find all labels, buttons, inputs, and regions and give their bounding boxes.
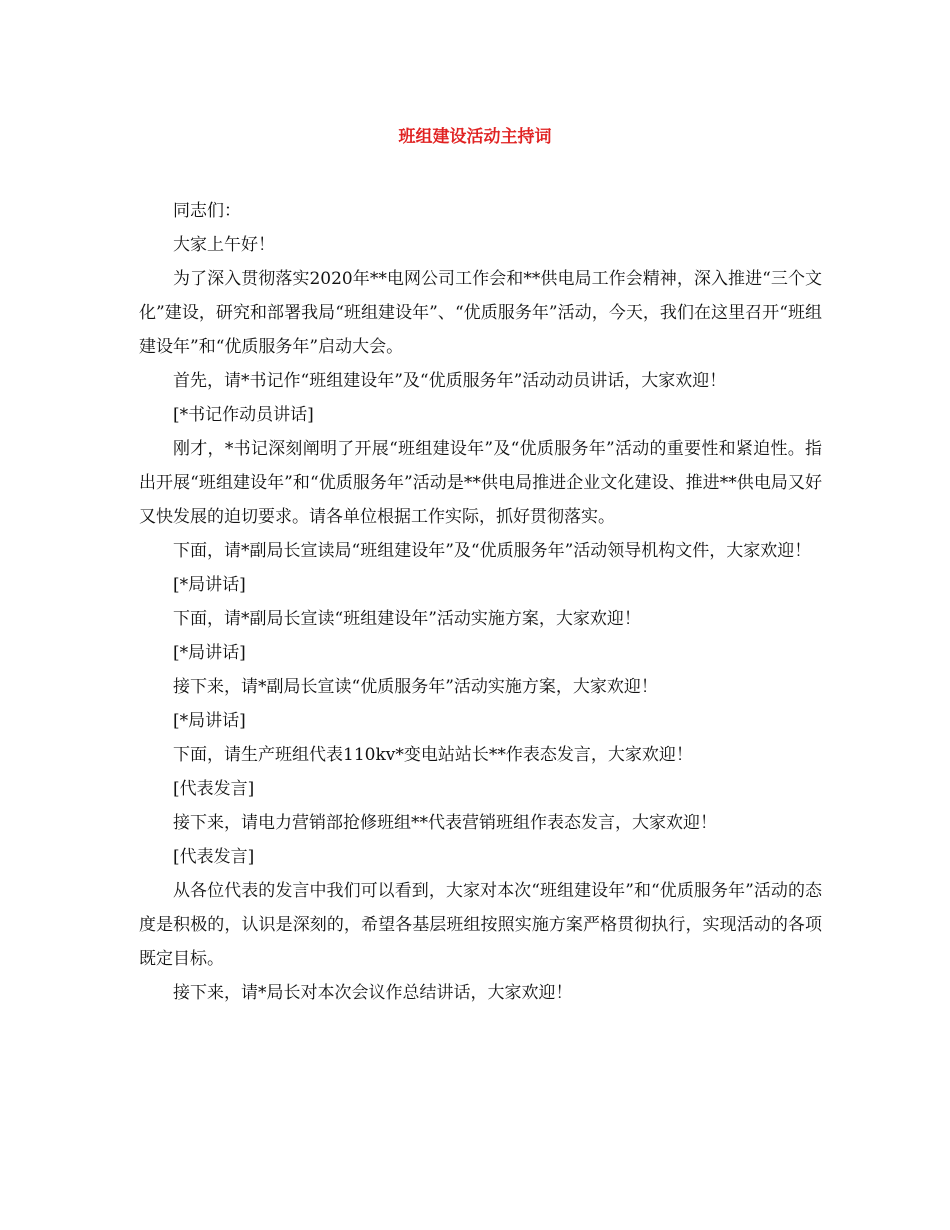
paragraph: 大家上午好！	[173, 235, 275, 255]
paragraph: 接下来，请*副局长宣读“优质服务年”活动实施方案，大家欢迎！	[173, 677, 658, 697]
paragraph: [*书记作动员讲话]	[173, 405, 314, 425]
paragraph: 从各位代表的发言中我们可以看到，大家对本次“班组建设年”和“优质服务年”活动的态度是积极的，认识是深刻的，希望各基层班组按照实施方案严格贯彻执行，实现活动的各项既定目标。	[139, 881, 822, 969]
paragraph: [代表发言]	[173, 847, 255, 867]
paragraph: [*局讲话]	[173, 643, 246, 663]
paragraph: 下面，请*副局长宣读局“班组建设年”及“优质服务年”活动领导机构文件，大家欢迎！	[173, 541, 812, 561]
paragraph: 下面，请*副局长宣读“班组建设年”活动实施方案，大家欢迎！	[173, 609, 641, 629]
paragraph: 接下来，请电力营销部抢修班组**代表营销班组作表态发言，大家欢迎！	[173, 813, 717, 833]
paragraph: 同志们：	[173, 201, 241, 221]
paragraph: 首先，请*书记作“班组建设年”及“优质服务年”活动动员讲话，大家欢迎！	[173, 371, 727, 391]
paragraph: [*局讲话]	[173, 711, 246, 731]
paragraph: 下面，请生产班组代表110kv*变电站站长**作表态发言，大家欢迎！	[173, 745, 693, 765]
document-title: 班组建设活动主持词	[398, 127, 552, 147]
paragraph: 刚才，*书记深刻阐明了开展“班组建设年”及“优质服务年”活动的重要性和紧迫性。指出开展“班组建设年”和“优质服务年”活动是**供电局推进企业文化建设、推进**供电局又好又快发展的迫切要求。请各单位根据工作实际，抓好贯彻落实。	[139, 439, 822, 527]
paragraph: [代表发言]	[173, 779, 255, 799]
paragraph: 接下来，请*局长对本次会议作总结讲话，大家欢迎！	[173, 983, 573, 1003]
document-body	[139, 194, 822, 1010]
paragraph: 为了深入贯彻落实2020年**电网公司工作会和**供电局工作会精神，深入推进“三个文化”建设，研究和部署我局“班组建设年”、“优质服务年”活动，今天，我们在这里召开“班组建设年”和“优质服务年”启动大会。	[139, 269, 822, 357]
paragraph: [*局讲话]	[173, 575, 246, 595]
